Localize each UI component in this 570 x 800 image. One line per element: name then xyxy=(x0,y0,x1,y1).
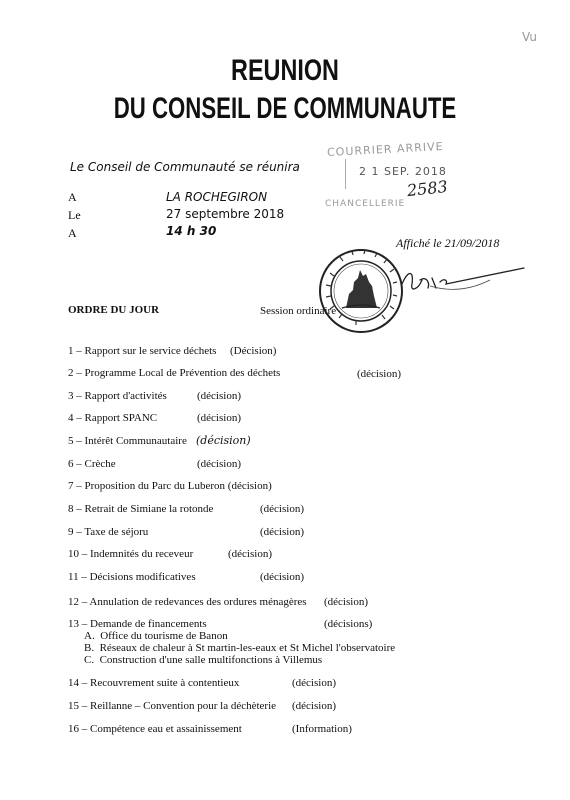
sub-item-c: C. Construction d'une salle multifonctions à Villemus xyxy=(84,654,323,666)
agenda-decision-9: (décision) xyxy=(260,526,304,538)
agenda-decision-4: (décision) xyxy=(197,412,241,424)
agenda-decision-11: (décision) xyxy=(260,571,304,583)
agenda-item-10: 10 – Indemnités du receveur xyxy=(68,548,194,560)
agenda-decision-5-handwritten: (décision) xyxy=(196,434,251,447)
agenda-decision-10: (décision) xyxy=(228,548,272,560)
agenda-decision-2: (décision) xyxy=(357,368,401,380)
agenda-item-7: 7 – Proposition du Parc du Luberon (décision) xyxy=(68,480,272,492)
intro-text: Le Conseil de Communauté se réunira xyxy=(70,160,300,174)
agenda-item-2: 2 – Programme Local de Prévention des déchets xyxy=(68,367,281,379)
agenda-item-4: 4 – Rapport SPANC xyxy=(68,412,158,424)
agenda-item-15: 15 – Reillanne – Convention pour la déchèterie xyxy=(68,700,277,712)
agenda-decision-15: (décision) xyxy=(292,700,336,712)
agenda-decision-3: (décision) xyxy=(197,390,241,402)
agenda-decision-13: (décisions) xyxy=(324,618,373,630)
stamp-courrier-label: COURRIER ARRIVE xyxy=(326,139,444,160)
agenda-item-11: 11 – Décisions modificatives xyxy=(68,571,196,583)
date-label: Le xyxy=(68,208,81,222)
agenda-item-12: 12 – Annulation de redevances des ordures ménagères xyxy=(68,596,307,608)
agenda-item-9: 9 – Taxe de séjoru xyxy=(68,526,149,538)
agenda-decision-6: (décision) xyxy=(197,458,241,470)
session-type: Session ordinaire xyxy=(260,305,337,317)
agenda-item-3: 3 – Rapport d'activités xyxy=(68,390,167,402)
time-label: A xyxy=(68,226,77,240)
agenda-item-16: 16 – Compétence eau et assainissement xyxy=(68,723,242,735)
corner-mark: Vu xyxy=(522,30,537,44)
courrier-arrive-stamp xyxy=(325,141,455,213)
agenda-item-8: 8 – Retrait de Simiane la rotonde xyxy=(68,503,214,515)
agenda-item-6: 6 – Crèche xyxy=(68,458,116,470)
agenda-item-14: 14 – Recouvrement suite à contentieux xyxy=(68,677,240,689)
agenda-item-5: 5 – Intérêt Communautaire xyxy=(68,435,187,447)
stamp-date: 2 1 SEP. 2018 xyxy=(359,165,447,178)
agenda-decision-14: (décision) xyxy=(292,677,336,689)
stamp-number: 2583 xyxy=(406,176,449,201)
meeting-place: LA ROCHEGIRON xyxy=(166,190,268,204)
meeting-time: 14 h 30 xyxy=(166,224,217,238)
stamp-chancellerie: CHANCELLERIE xyxy=(325,199,406,209)
sub-item-b: B. Réseaux de chaleur à St martin-les-eaux et St Michel l'observatoire xyxy=(84,642,396,654)
ordre-du-jour-heading: ORDRE DU JOUR xyxy=(68,304,160,316)
signature xyxy=(400,250,530,310)
agenda-decision-16: (Information) xyxy=(292,723,352,735)
agenda-decision-12: (décision) xyxy=(324,596,368,608)
agenda-decision-8: (décision) xyxy=(260,503,304,515)
meeting-date: 27 septembre 2018 xyxy=(166,207,285,221)
agenda-item-13: 13 – Demande de financements xyxy=(68,618,207,630)
affiche-date: Affiché le 21/09/2018 xyxy=(396,236,500,250)
official-seal xyxy=(316,246,406,336)
title-reunion: REUNION xyxy=(231,54,339,87)
sub-item-a: A. Office du tourisme de Banon xyxy=(84,630,228,642)
stamp-bracket xyxy=(345,159,346,189)
place-label: A xyxy=(68,190,77,204)
agenda-decision-7: (décision) xyxy=(227,480,272,492)
agenda-decision-1: (Décision) xyxy=(230,345,277,357)
title-conseil: DU CONSEIL DE COMMUNAUTE xyxy=(113,92,457,125)
agenda-item-1: 1 – Rapport sur le service déchets xyxy=(68,345,217,357)
